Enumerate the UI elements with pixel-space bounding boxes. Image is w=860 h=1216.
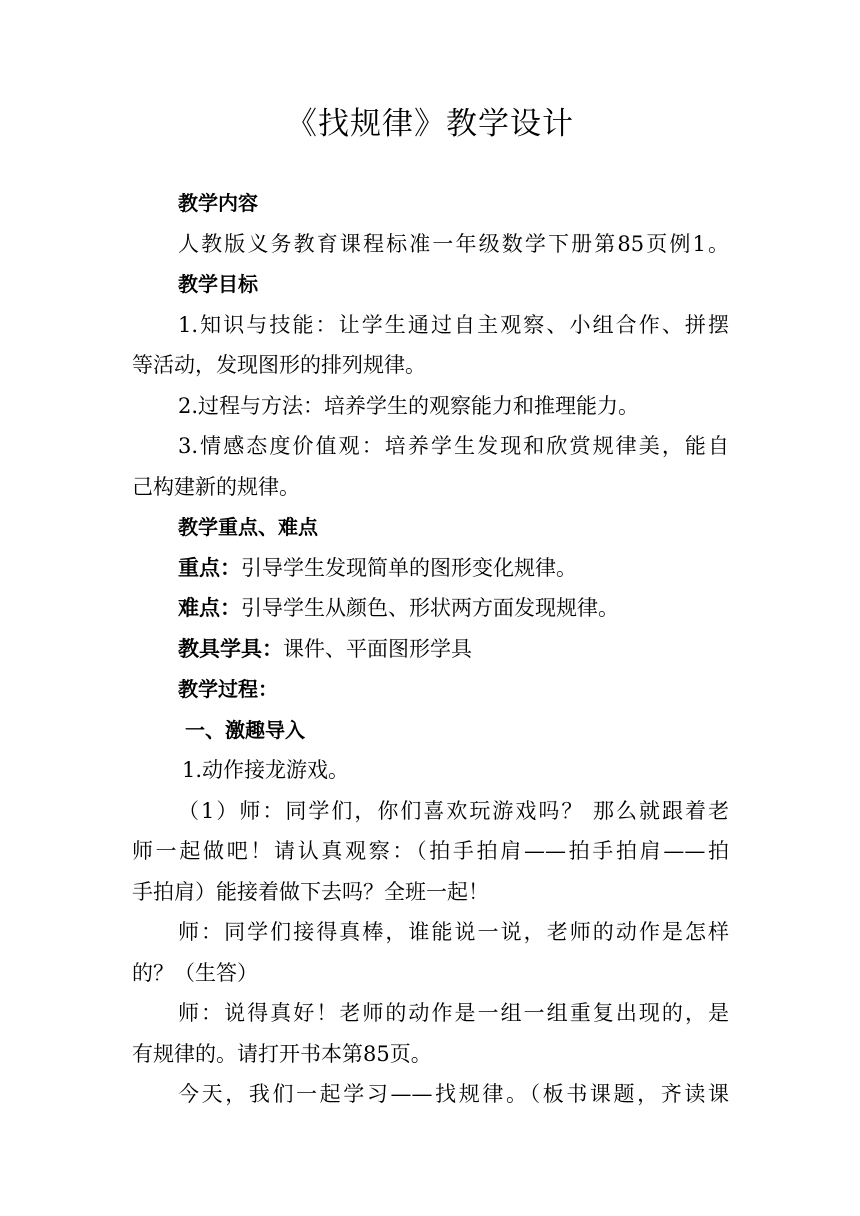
content-heading: 教学内容 — [178, 191, 258, 215]
paragraph-1-line-2: 师一起做吧！请认真观察：（拍手拍肩——拍手拍肩——拍 — [132, 839, 729, 863]
goal-1-line-2: 等活动，发现图形的排列规律。 — [132, 353, 426, 377]
content-text: 人教版义务教育课程标准一年级数学下册第85页例1。 — [178, 232, 729, 256]
process-heading: 教学过程： — [178, 677, 278, 701]
tools-label: 教具学具： — [178, 637, 283, 661]
paragraph-2-line-1: 师：同学们接得真棒，谁能说一说，老师的动作是怎样 — [178, 920, 729, 944]
paragraph-1-line-1: （1）师：同学们，你们喜欢玩游戏吗？ 那么就跟着老 — [178, 799, 729, 823]
tools — [178, 634, 472, 664]
goal-2: 2.过程与方法：培养学生的观察能力和推理能力。 — [178, 394, 640, 418]
keypoints-heading: 教学重点、难点 — [178, 515, 318, 539]
goal-3-line-2: 己构建新的规律。 — [132, 475, 300, 499]
document-title: 《找规律》教学设计 — [286, 106, 574, 142]
tools-text: 课件、平面图形学具 — [283, 637, 472, 661]
difficulty-text: 引导学生从颜色、形状两方面发现规律。 — [241, 596, 619, 620]
paragraph-2-line-2: 的？（生答） — [132, 961, 258, 985]
item-1: 1.动作接龙游戏。 — [182, 758, 350, 782]
paragraph-4-line-1: 今天，我们一起学习——找规律。（板书课题，齐读课 — [178, 1082, 729, 1106]
key-text: 引导学生发现简单的图形变化规律。 — [241, 556, 577, 580]
key-point — [178, 553, 577, 583]
paragraph-1-line-3: 手拍肩）能接着做下去吗？全班一起！ — [132, 880, 489, 904]
goals-heading: 教学目标 — [178, 272, 258, 296]
goal-3-line-1: 3.情感态度价值观：培养学生发现和欣赏规律美，能自 — [178, 434, 729, 458]
difficulty-label: 难点： — [178, 596, 241, 620]
key-label: 重点： — [178, 556, 241, 580]
difficulty-point — [178, 593, 619, 623]
paragraph-3-line-2: 有规律的。请打开书本第85页。 — [132, 1042, 432, 1066]
goal-1-line-1: 1.知识与技能：让学生通过自主观察、小组合作、拼摆 — [178, 313, 729, 337]
paragraph-3-line-1: 师：说得真好！老师的动作是一组一组重复出现的，是 — [178, 1001, 729, 1025]
section-1-heading: 一、激趣导入 — [185, 718, 305, 742]
